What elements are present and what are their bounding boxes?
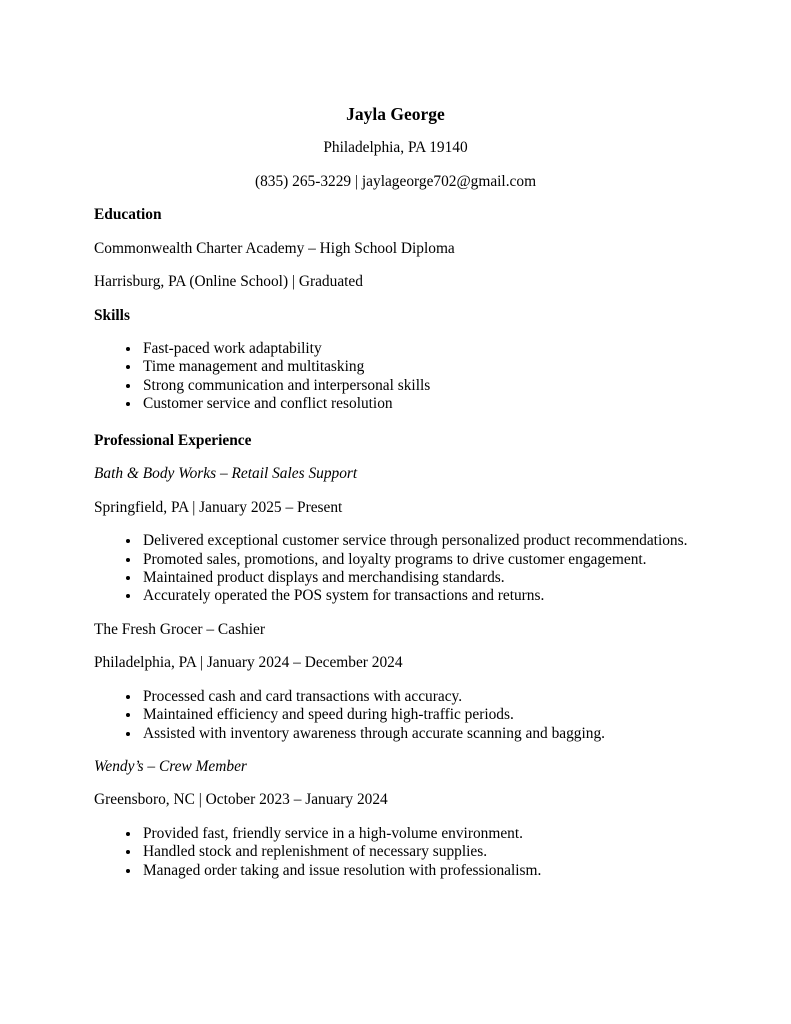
job-meta: Springfield, PA | January 2025 – Present bbox=[94, 498, 343, 516]
job-meta: Philadelphia, PA | January 2024 – December 2024 bbox=[94, 654, 403, 672]
resume-location: Philadelphia, PA 19140 bbox=[323, 139, 468, 156]
skills-list bbox=[94, 340, 697, 414]
experience-heading: Professional Experience bbox=[94, 431, 252, 449]
job-meta: Greensboro, NC | October 2023 – January 2024 bbox=[94, 791, 388, 809]
job-bullet: • Maintained product displays and merchandising standards. bbox=[141, 569, 697, 587]
education-school: Commonwealth Charter Academy – High School Diploma bbox=[94, 239, 455, 257]
job-bullet: • Handled stock and replenishment of necessary supplies. bbox=[141, 843, 697, 861]
job-bullet: • Provided fast, friendly service in a high-volume environment. bbox=[141, 825, 697, 843]
skill-item: • Strong communication and interpersonal skills bbox=[141, 377, 697, 395]
job-title: Wendy’s – Crew Member bbox=[94, 757, 247, 775]
job-bullet: • Assisted with inventory awareness through accurate scanning and bagging. bbox=[141, 725, 697, 743]
job-bullet-list bbox=[94, 532, 697, 606]
job-bullet-list bbox=[94, 688, 697, 743]
job-bullet: • Promoted sales, promotions, and loyalty programs to drive customer engagement. bbox=[141, 551, 697, 569]
education-detail: Harrisburg, PA (Online School) | Graduated bbox=[94, 273, 363, 290]
job-bullet: • Managed order taking and issue resolution with professionalism. bbox=[141, 862, 697, 880]
job-title: Bath & Body Works – Retail Sales Support bbox=[94, 465, 358, 483]
job-bullet: • Delivered exceptional customer service through personalized product recommendations. bbox=[141, 532, 697, 550]
education-heading: Education bbox=[94, 206, 162, 223]
job-bullet: • Processed cash and card transactions with accuracy. bbox=[141, 688, 697, 706]
job-title: The Fresh Grocer – Cashier bbox=[94, 620, 265, 638]
skill-item: • Time management and multitasking bbox=[141, 358, 697, 376]
skills-heading: Skills bbox=[94, 306, 130, 324]
job-bullet: • Maintained efficiency and speed during high-traffic periods. bbox=[141, 706, 697, 724]
resume-contact: (835) 265-3229 | jaylageorge702@gmail.com bbox=[254, 172, 537, 190]
job-bullet-list bbox=[94, 825, 697, 880]
job-bullet: • Accurately operated the POS system for transactions and returns. bbox=[141, 587, 697, 605]
skill-item: • Fast-paced work adaptability bbox=[141, 340, 697, 358]
resume-name: Jayla George bbox=[346, 104, 445, 124]
skill-item: • Customer service and conflict resolution bbox=[141, 395, 697, 413]
